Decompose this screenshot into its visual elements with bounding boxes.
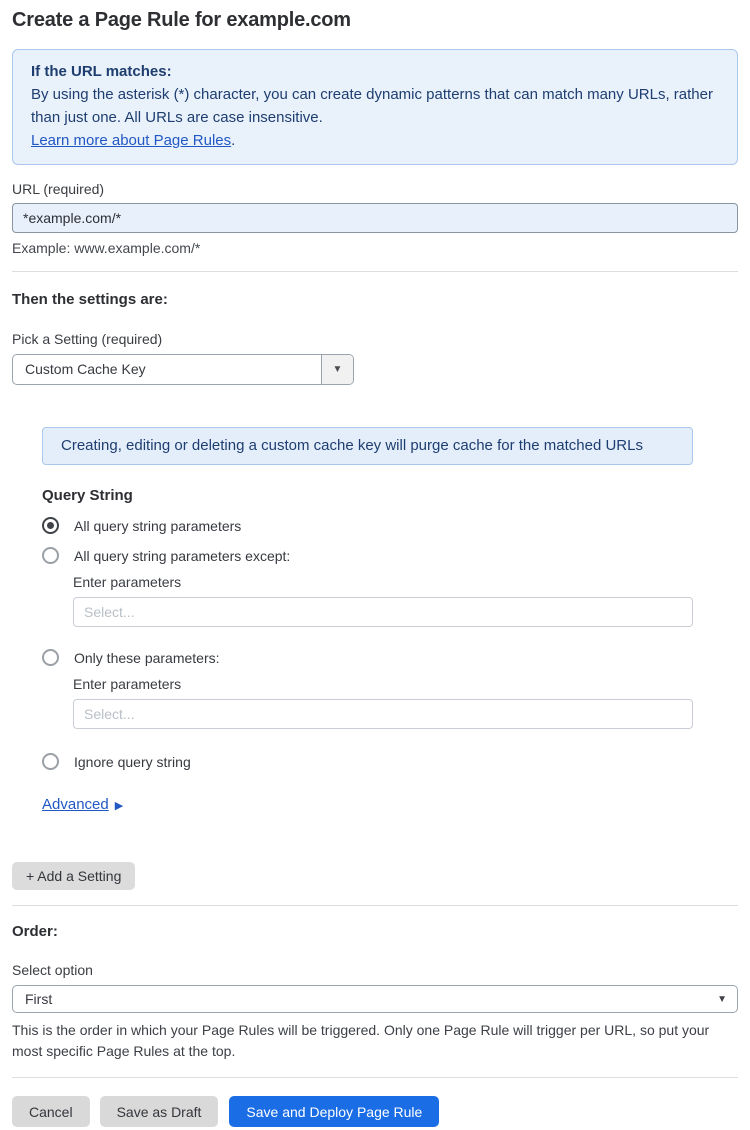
radio-button[interactable] — [42, 753, 59, 770]
query-string-heading: Query String — [42, 487, 133, 504]
radio-label: Only these parameters: — [74, 649, 220, 666]
add-setting-button[interactable]: + Add a Setting — [12, 862, 135, 890]
advanced-link-label: Advanced — [42, 796, 109, 813]
url-input[interactable] — [12, 203, 738, 233]
info-box-heading: If the URL matches: — [31, 63, 172, 80]
order-select-value: First — [25, 991, 53, 1007]
radio-label: All query string parameters except: — [74, 547, 291, 564]
link-period: . — [231, 132, 236, 149]
only-parameters-input[interactable] — [73, 699, 693, 729]
order-heading: Order: — [12, 923, 58, 940]
url-field-example: Example: www.example.com/* — [12, 240, 201, 256]
save-as-draft-button[interactable]: Save as Draft — [100, 1096, 219, 1127]
info-box-body: By using the asterisk (*) character, you can create dynamic patterns that can match many URLs, rather than just one. All URLs are case insensitive. — [31, 86, 713, 126]
radio-label: Ignore query string — [74, 753, 191, 770]
radio-option-ignore-query[interactable] — [42, 753, 693, 770]
radio-option-only-these[interactable] — [42, 649, 693, 666]
divider — [12, 905, 738, 906]
url-match-info-box — [12, 49, 738, 165]
save-and-deploy-button[interactable]: Save and Deploy Page Rule — [229, 1096, 439, 1127]
radio-label: All query string parameters — [74, 517, 242, 534]
radio-button[interactable] — [42, 547, 59, 564]
purge-cache-notice: Creating, editing or deleting a custom cache key will purge cache for the matched URLs — [42, 427, 693, 465]
order-select[interactable] — [12, 985, 738, 1013]
setting-picker-arrow-button[interactable] — [321, 355, 353, 384]
url-field-label: URL (required) — [12, 181, 105, 197]
cache-key-setting-body — [42, 427, 693, 814]
settings-heading: Then the settings are: — [12, 291, 168, 308]
setting-picker-label: Pick a Setting (required) — [12, 331, 163, 347]
setting-picker-select[interactable] — [12, 354, 354, 385]
learn-more-link[interactable]: Learn more about Page Rules — [31, 132, 232, 149]
all-except-params-group — [73, 574, 693, 627]
advanced-link[interactable] — [42, 796, 123, 813]
radio-button[interactable] — [42, 649, 59, 666]
order-help-text: This is the order in which your Page Rules will be triggered. Only one Page Rule will trigger per URL, so put your most specific Page Rules at the top. — [12, 1022, 710, 1059]
divider — [12, 1077, 738, 1078]
chevron-down-icon: ▼ — [332, 364, 343, 375]
radio-option-all-except[interactable] — [42, 547, 693, 564]
order-select-label: Select option — [12, 962, 93, 978]
info-box-link-line — [31, 129, 719, 152]
enter-parameters-label: Enter parameters — [73, 574, 182, 590]
footer-actions — [12, 1096, 738, 1127]
setting-picker-value: Custom Cache Key — [25, 361, 146, 377]
cancel-button[interactable]: Cancel — [12, 1096, 90, 1127]
radio-button[interactable] — [42, 517, 59, 534]
divider — [12, 271, 738, 272]
chevron-down-icon: ▼ — [717, 993, 727, 1005]
page-title: Create a Page Rule for example.com — [12, 9, 351, 31]
radio-option-all-params[interactable] — [42, 517, 693, 534]
enter-parameters-label: Enter parameters — [73, 676, 182, 692]
only-these-params-group — [73, 676, 693, 729]
except-parameters-input[interactable] — [73, 597, 693, 627]
triangle-right-icon: ▶ — [114, 800, 124, 812]
